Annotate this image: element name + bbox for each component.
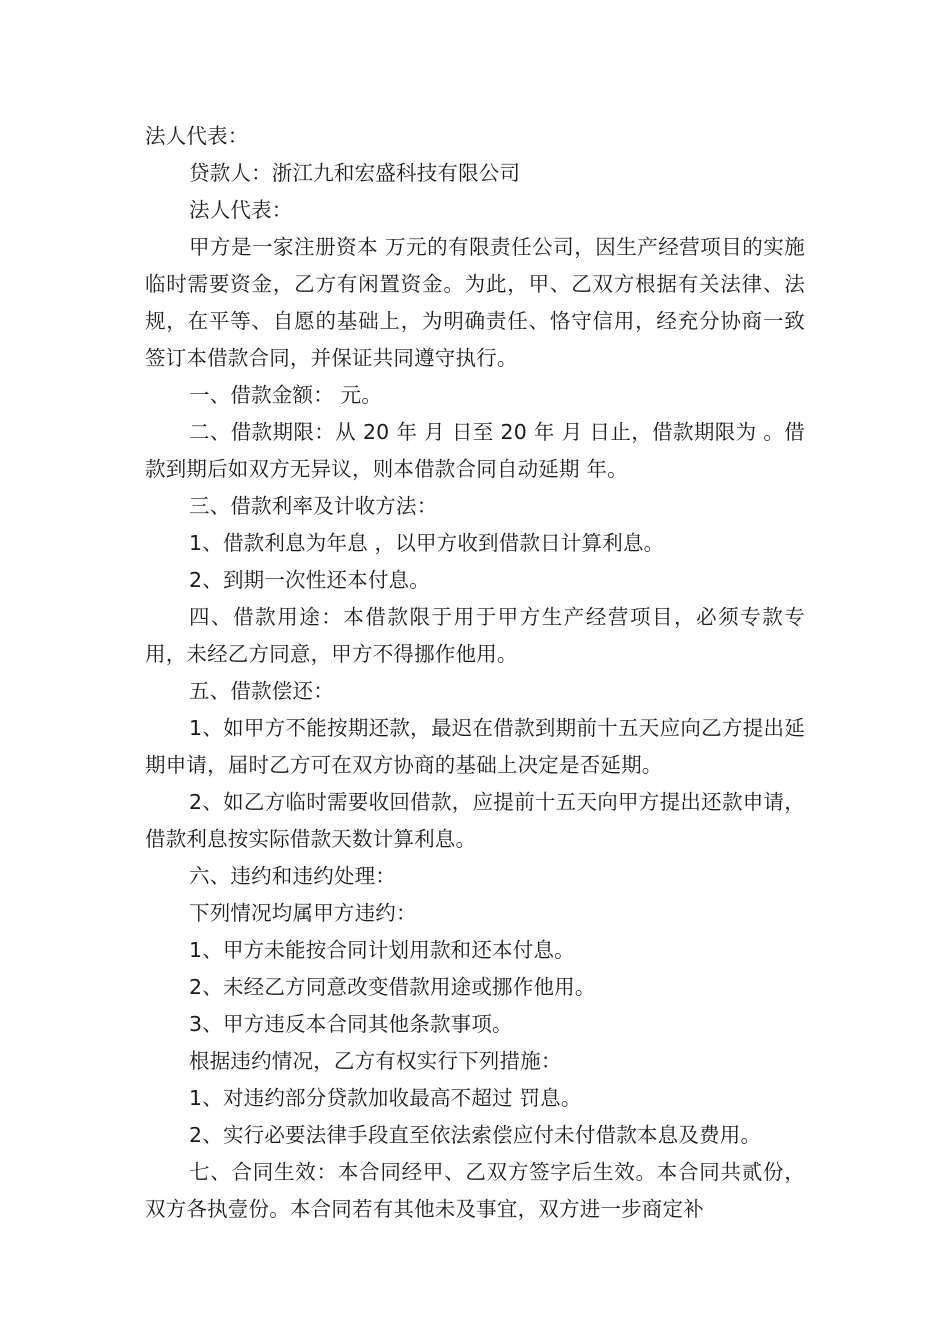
paragraph-loan-purpose: 四、借款用途：本借款限于用于甲方生产经营项目，必须专款专用，未经乙方同意，甲方不得挪作他用。	[145, 605, 805, 666]
paragraph-breach-item-2: 2、未经乙方同意改变借款用途或挪作他用。	[189, 975, 596, 999]
paragraph-legal-rep-1: 法人代表：	[145, 124, 249, 148]
paragraph-loan-term: 二、借款期限：从 20 年 月 日至 20 年 月 日止，借款期限为 。借款到期后如双方无异议，则本借款合同自动延期 年。	[145, 420, 805, 481]
paragraph-breach-intro: 下列情况均属甲方违约：	[189, 901, 417, 925]
paragraph-breach-item-3: 3、甲方违反本合同其他条款事项。	[189, 1012, 513, 1036]
paragraph-effectiveness: 七、合同生效：本合同经甲、乙双方签字后生效。本合同共贰份，双方各执壹份。本合同若有其他未及事宜，双方进一步商定补	[145, 1160, 805, 1221]
paragraph-measures-item-2: 2、实行必要法律手段直至依法索偿应付未付借款本息及费用。	[189, 1123, 762, 1147]
paragraph-breach-item-1: 1、甲方未能按合同计划用款和还本付息。	[189, 938, 575, 962]
paragraph-repayment-heading: 五、借款偿还：	[189, 679, 334, 703]
paragraph-loan-amount: 一、借款金额： 元。	[189, 383, 383, 407]
paragraph-interest-item-1: 1、借款利息为年息 ，以甲方收到借款日计算利息。	[189, 531, 665, 555]
paragraph-interest-heading: 三、借款利率及计收方法：	[189, 494, 438, 518]
paragraph-interest-item-2: 2、到期一次性还本付息。	[189, 568, 430, 592]
paragraph-lender: 贷款人：浙江九和宏盛科技有限公司	[189, 161, 521, 185]
paragraph-preamble: 甲方是一家注册资本 万元的有限责任公司，因生产经营项目的实施临时需要资金，乙方有闲置资金。为此，甲、乙双方根据有关法律、法规，在平等、自愿的基础上，为明确责任、恪守信用，经充分协商一致签订本借款合同，并保证共同遵守执行。	[145, 235, 805, 370]
paragraph-repayment-item-2: 2、如乙方临时需要收回借款，应提前十五天向甲方提出还款申请，借款利息按实际借款天数计算利息。	[145, 790, 805, 851]
paragraph-repayment-item-1: 1、如甲方不能按期还款，最迟在借款到期前十五天应向乙方提出延期申请，届时乙方可在双方协商的基础上决定是否延期。	[145, 716, 805, 777]
paragraph-legal-rep-2: 法人代表：	[189, 198, 293, 222]
contract-body	[145, 118, 805, 1228]
paragraph-breach-heading: 六、违约和违约处理：	[189, 864, 396, 888]
paragraph-measures-item-1: 1、对违约部分贷款加收最高不超过 罚息。	[189, 1086, 582, 1110]
paragraph-measures-intro: 根据违约情况，乙方有权实行下列措施：	[189, 1049, 562, 1073]
